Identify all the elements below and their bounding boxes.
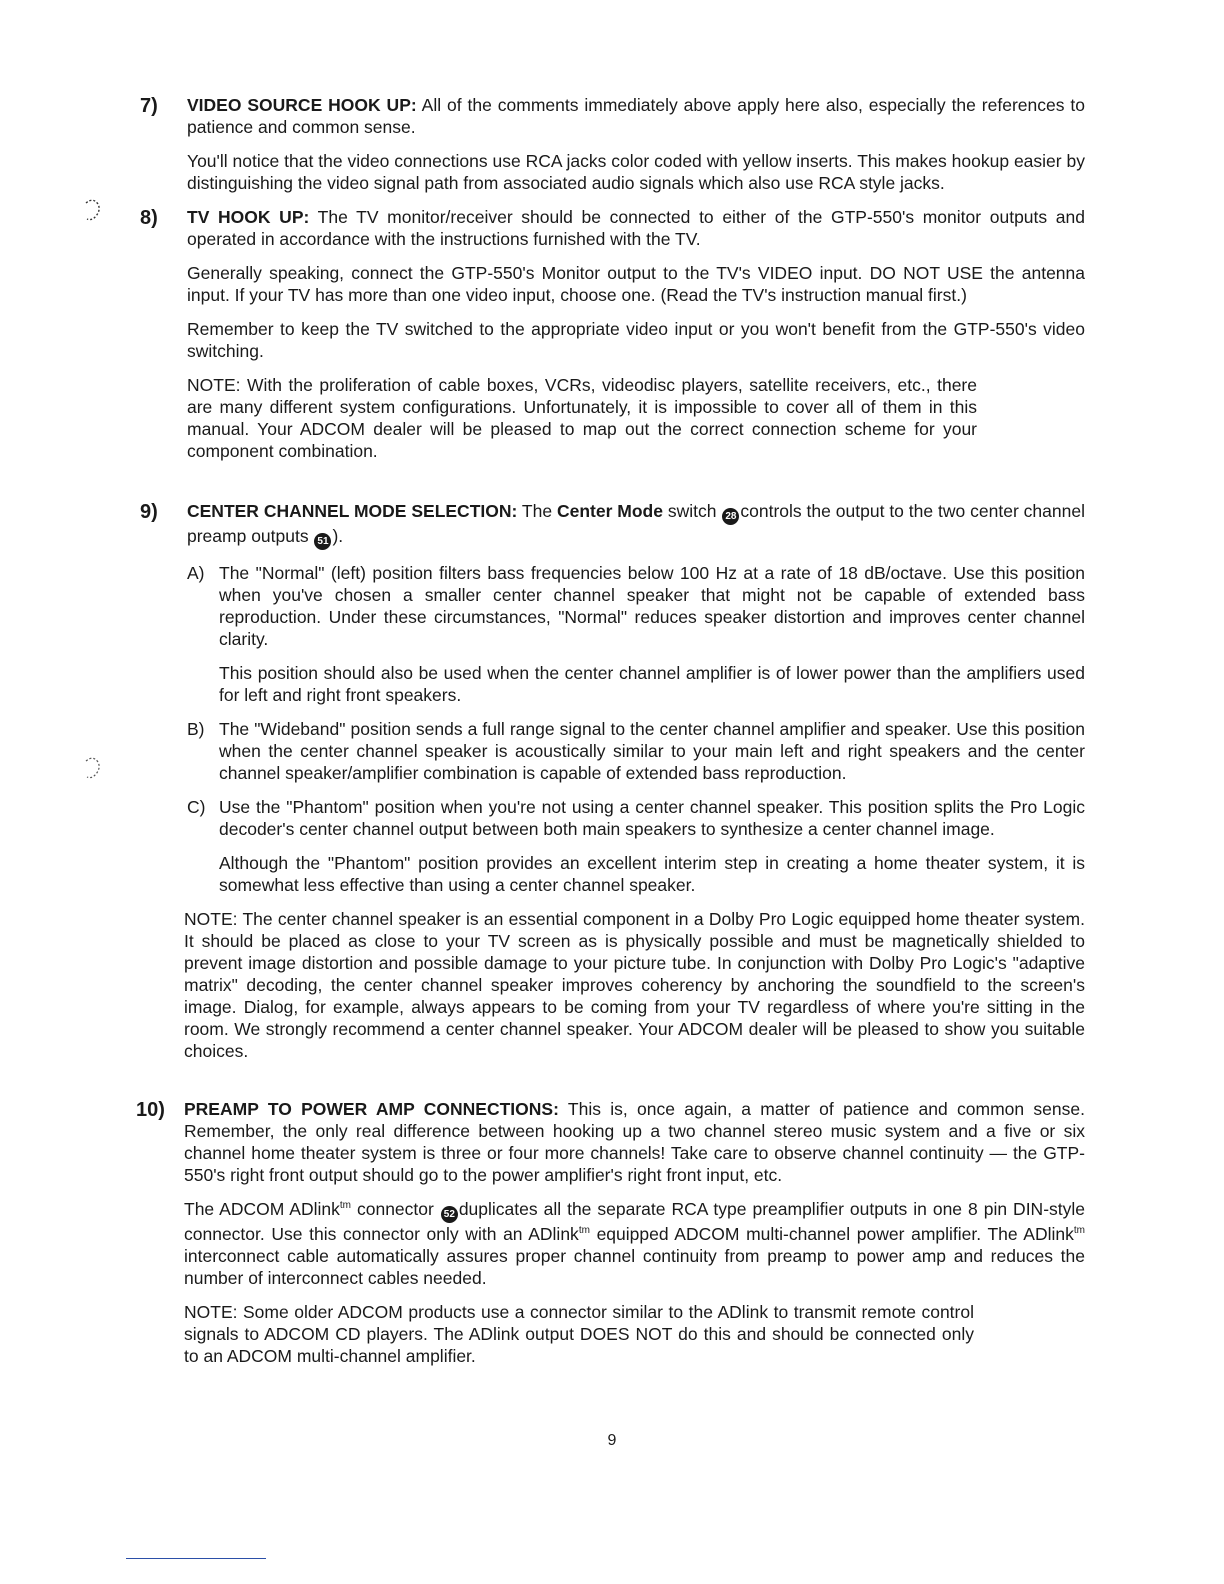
callout-number-icon: 28 xyxy=(722,508,739,525)
list-item-c xyxy=(187,796,1085,896)
list-item-b xyxy=(187,718,1085,784)
callout-number-icon: 52 xyxy=(441,1206,458,1223)
paragraph-text: Although the "Phantom" position provides an excellent interim step in creating a home theater system, it is somewhat less effective than using a center channel speaker. xyxy=(219,853,1085,895)
paragraph-text: The ADCOM ADlink xyxy=(184,1199,340,1219)
note-text: NOTE: With the proliferation of cable boxes, VCRs, videodisc players, satellite receivers, etc., there are many different system configurations. Unfortunately, it is impossible to cover all of them in this manual. Your ADCOM dealer will be pleased to map out the correct connection scheme for your component combination. xyxy=(187,375,977,461)
list-item-a xyxy=(187,562,1085,706)
paragraph-text: The "Normal" (left) position filters bass frequencies below 100 Hz at a rate of 18 dB/octave. Use this position when you've chosen a smaller center channel speaker that might not be capable of extended bass reproduction. Under these circumstances, "Normal" reduces speaker distortion and improves center channel clarity. xyxy=(219,563,1085,649)
section-7 xyxy=(140,94,1085,206)
paragraph-text: Use the "Phantom" position when you're not using a center channel speaker. This position splits the Pro Logic decoder's center channel output between both main speakers to synthesize a center channel image. xyxy=(219,797,1085,839)
section-paragraph xyxy=(187,206,1085,250)
list-item-letter: A) xyxy=(187,563,205,583)
footer-rule xyxy=(126,1558,266,1559)
section-heading: VIDEO SOURCE HOOK UP: xyxy=(187,95,417,115)
paragraph-text: The TV monitor/receiver should be connected to either of the GTP-550's monitor outputs and operated in accordance with the instructions furnished with the TV. xyxy=(187,207,1086,249)
paragraph-text: equipped ADCOM multi-channel power amplifier. The ADlink xyxy=(596,1224,1074,1244)
trademark-mark: tm xyxy=(1073,1225,1085,1237)
section-10 xyxy=(136,1098,1085,1379)
note-text: NOTE: The center channel speaker is an essential component in a Dolby Pro Logic equipped home theater system. It should be placed as close to your TV screen as is physically possible and must be magnetically shielded to prevent image distortion and possible damage to your picture tube. In conjunction with Dolby Pro Logic's "adaptive matrix" decoding, the center channel speaker improves coherency by anchoring the soundfield to the screen's image. Dialog, for example, always appears to be coming from your TV regardless of where you're sitting in the room. We strongly recommend a center channel speaker. Your ADCOM dealer will be pleased to show you suitable choices. xyxy=(184,909,1085,1061)
page-number: 9 xyxy=(607,1432,617,1449)
control-name: Center Mode xyxy=(556,501,663,521)
list-item-letter: B) xyxy=(187,719,205,739)
paragraph-text: duplicates all the separate RCA type preamplifier outputs in one 8 pin DIN-style connector. Use this connector only with an ADlink xyxy=(184,1199,1086,1244)
binder-hole-mark-top xyxy=(84,198,102,224)
trademark-mark: tm xyxy=(339,1200,351,1212)
paragraph-text: Generally speaking, connect the GTP-550's Monitor output to the TV's VIDEO input. DO NOT USE the antenna input. If your TV has more than one video input, choose one. (Read the TV's instruction manual first.) xyxy=(187,263,1085,305)
paragraph-text: The "Wideband" position sends a full range signal to the center channel amplifier and speaker. Use this position when the center channel speaker is acoustically similar to your main left and right speakers and the center channel speaker/amplifier combination is capable of extended bass reproduction. xyxy=(219,719,1085,783)
paragraph-text: switch xyxy=(667,501,717,521)
paragraph-text: controls the output to the two center channel preamp outputs xyxy=(187,501,1085,546)
paragraph-text: You'll notice that the video connections use RCA jacks color coded with yellow inserts. This makes hookup easier by distinguishing the video signal path from associated audio signals which also use RCA style jacks. xyxy=(187,151,1085,193)
section-number: 10) xyxy=(136,1099,165,1121)
section-9 xyxy=(140,500,1085,1062)
section-heading: CENTER CHANNEL MODE SELECTION: xyxy=(187,501,518,521)
section-paragraph xyxy=(187,94,1085,138)
section-paragraph xyxy=(184,1198,1085,1289)
section-heading: PREAMP TO POWER AMP CONNECTIONS: xyxy=(184,1099,559,1119)
section-heading: TV HOOK UP: xyxy=(187,207,310,227)
paragraph-text: connector xyxy=(356,1199,434,1219)
section-paragraph xyxy=(184,1098,1085,1186)
paragraph-text: interconnect cable automatically assures proper channel continuity from preamp to power amp and reduces the number of interconnect cables needed. xyxy=(184,1246,1085,1288)
list-item-letter: C) xyxy=(187,797,206,817)
paragraph-text: Remember to keep the TV switched to the appropriate video input or you won't benefit from the GTP-550's video switching. xyxy=(187,319,1085,361)
section-number: 9) xyxy=(140,501,158,523)
section-number: 7) xyxy=(140,95,158,117)
paragraph-text: ). xyxy=(332,526,344,546)
paragraph-text: This is, once again, a matter of patience and common sense. Remember, the only real difference between hooking up a two channel stereo music system and a five or six channel home theater system is three or four more channels! Take care to observe channel continuity — the GTP-550's right front output should go to the power amplifier's right front input, etc. xyxy=(184,1099,1085,1185)
trademark-mark: tm xyxy=(578,1225,590,1237)
binder-hole-mark-bottom xyxy=(84,756,102,782)
section-number: 8) xyxy=(140,207,158,229)
note-text: NOTE: Some older ADCOM products use a connector similar to the ADlink to transmit remote control signals to ADCOM CD players. The ADlink output DOES NOT do this and should be connected only to an ADCOM multi-channel amplifier. xyxy=(184,1302,974,1366)
section-paragraph xyxy=(187,500,1085,550)
paragraph-text: The xyxy=(521,501,553,521)
section-8 xyxy=(140,206,1085,474)
paragraph-text: All of the comments immediately above apply here also, especially the references to patience and common sense. xyxy=(187,95,1085,137)
callout-number-icon: 51 xyxy=(314,533,331,550)
paragraph-text: This position should also be used when the center channel amplifier is of lower power than the amplifiers used for left and right front speakers. xyxy=(219,663,1085,705)
